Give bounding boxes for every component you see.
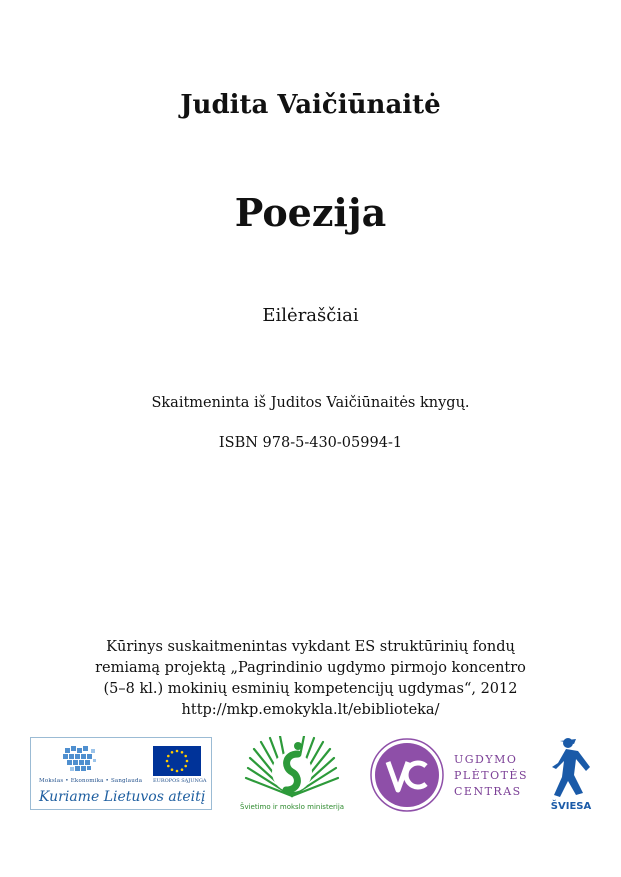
upc-emblem-icon [370, 738, 444, 812]
ministry-caption: Švietimo ir mokslo ministerija [240, 803, 345, 811]
project-notice [0, 637, 621, 721]
eu-caption: EUROPOS SĄJUNGA [153, 778, 207, 784]
esf-slogan: Kuriame Lietuvos ateitį [39, 789, 206, 805]
author-name: Judita Vaičiūnaitė [180, 90, 441, 120]
digitized-note: Skaitmeninta iš Juditos Vaičiūnaitės knygų. [151, 395, 470, 411]
sviesa-logo [550, 737, 592, 815]
project-url: http://mkp.emokykla.lt/ebiblioteka/ [181, 702, 440, 718]
sviesa-figure-icon [550, 737, 592, 799]
book-title: Poezija [234, 190, 387, 235]
notice-line: remiamą projektą „Pagrindinio ugdymo pirmojo koncentro [95, 660, 526, 676]
lithuania-map-icon [61, 744, 99, 776]
ministry-emblem-icon [244, 736, 340, 802]
book-subtitle: Eilėraščiai [262, 305, 359, 326]
notice-line: Kūrinys suskaitmenintas vykdant ES struktūrinių fondų [106, 639, 515, 655]
upc-logo [370, 738, 530, 812]
esf-logo [30, 737, 212, 810]
notice-line: (5–8 kl.) mokinių esminių kompetencijų ugdymas“, 2012 [103, 681, 518, 697]
eu-flag-icon [153, 746, 201, 776]
ministry-logo [240, 736, 344, 816]
sviesa-caption: ŠVIESA [550, 801, 592, 812]
isbn: ISBN 978-5-430-05994-1 [218, 435, 403, 451]
upc-name: UGDYMO PLĖTOTĖS CENTRAS [454, 753, 528, 798]
esf-caption: Mokslas • Ekonomika • Sanglauda [39, 778, 143, 784]
